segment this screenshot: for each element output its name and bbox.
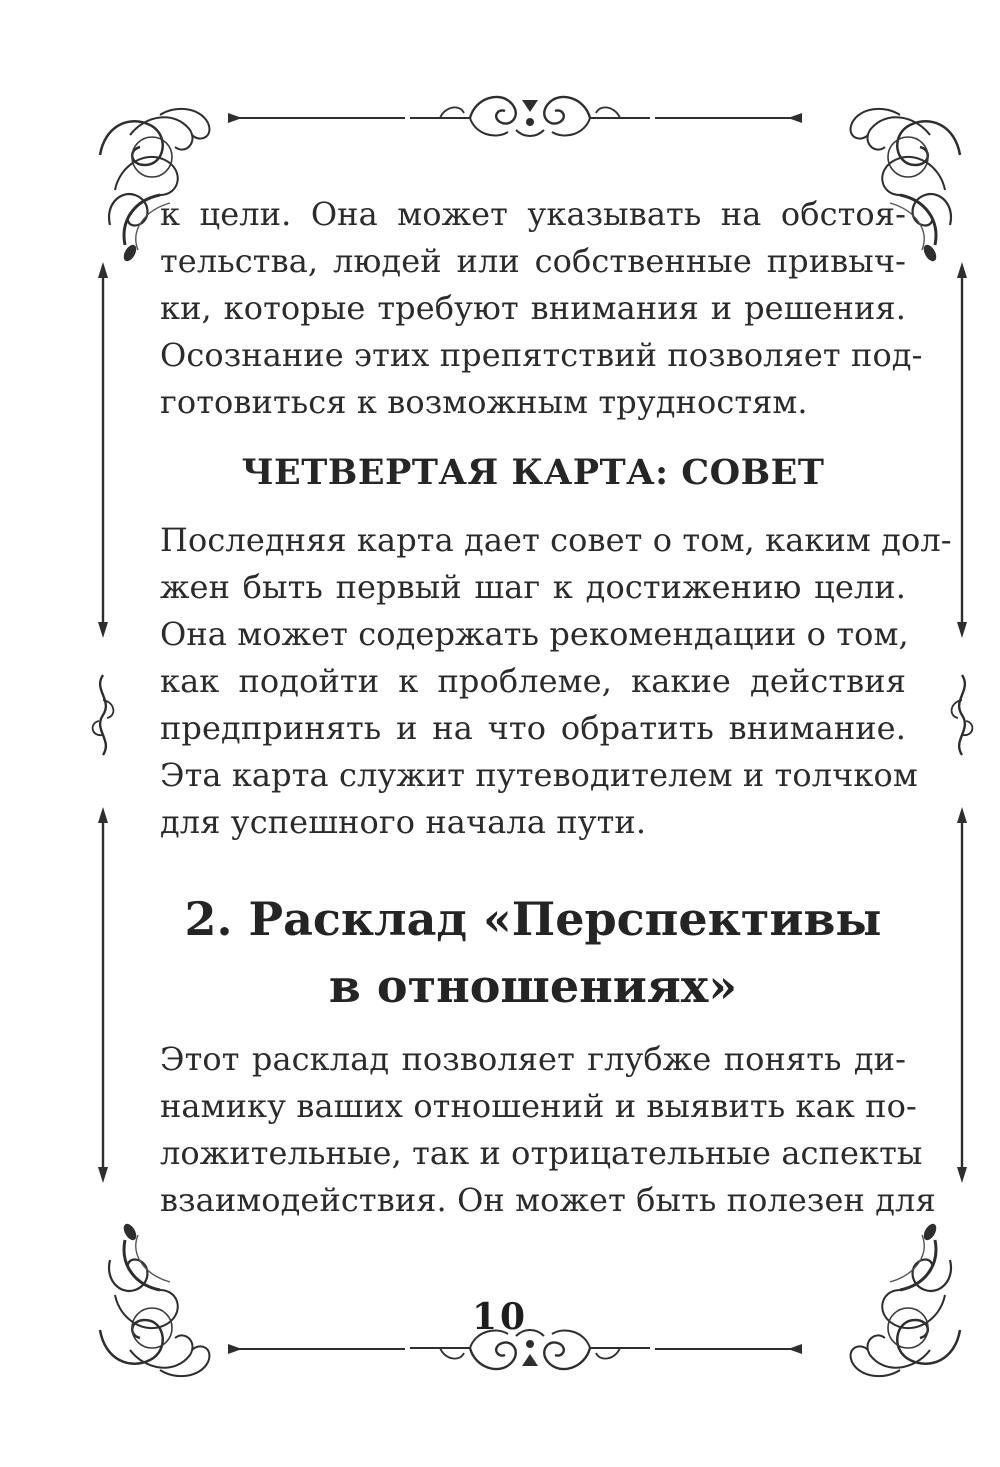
text-line: тельства, людей или собственные привыч- (160, 242, 906, 280)
top-center-ornament (410, 97, 650, 136)
text-line: Этот расклад позволяет глубже понять ди- (160, 1040, 906, 1078)
text-line: Она может содержать рекомендации о том, (160, 615, 909, 653)
paragraph-relationship-spread (160, 1036, 936, 1224)
text-line: Последняя карта дает совет о том, каким дол- (160, 521, 952, 559)
subheading-fourth-card: ЧЕТВЕРТАЯ КАРТА: СОВЕТ (241, 452, 825, 493)
text-line: жен быть первый шаг к достижению цели. (160, 568, 906, 606)
text-line: намику ваших отношений и выявить как по- (160, 1087, 917, 1125)
text-line: ки, которые требуют внимания и решения. (160, 289, 906, 327)
right-middle-swirl (952, 675, 973, 755)
section-title-line: 2. Расклад «Перспективы (184, 892, 882, 946)
text-line: предпринять и на что обратить внимание. (160, 709, 906, 747)
paragraph-advice (160, 517, 952, 846)
text-line: Эта карта служит путеводителем и толчком (160, 756, 918, 794)
text-line: ложительные, так и отрицательные аспекты (160, 1134, 923, 1172)
right-rail-upper (957, 262, 967, 638)
text-line: Осознание этих препятствий позволяет под- (160, 336, 923, 374)
text-line: как подойти к проблеме, какие действия (160, 662, 906, 700)
paragraph-obstacles (160, 191, 923, 426)
text-line: к цели. Она может указывать на обстоя- (160, 195, 906, 233)
text-line: взаимодействия. Он может быть полезен для (160, 1181, 936, 1219)
text-line: готовиться к возможным трудностям. (160, 383, 808, 421)
page-number: 10 (471, 1296, 529, 1338)
left-rail-upper (98, 262, 108, 638)
text-line: для успешного начала пути. (160, 803, 647, 841)
left-rail-lower (98, 807, 108, 1183)
right-rail-lower (957, 807, 967, 1183)
section-title-line: в отношениях» (328, 959, 738, 1013)
section-title (140, 886, 926, 1020)
left-middle-swirl (93, 675, 114, 755)
